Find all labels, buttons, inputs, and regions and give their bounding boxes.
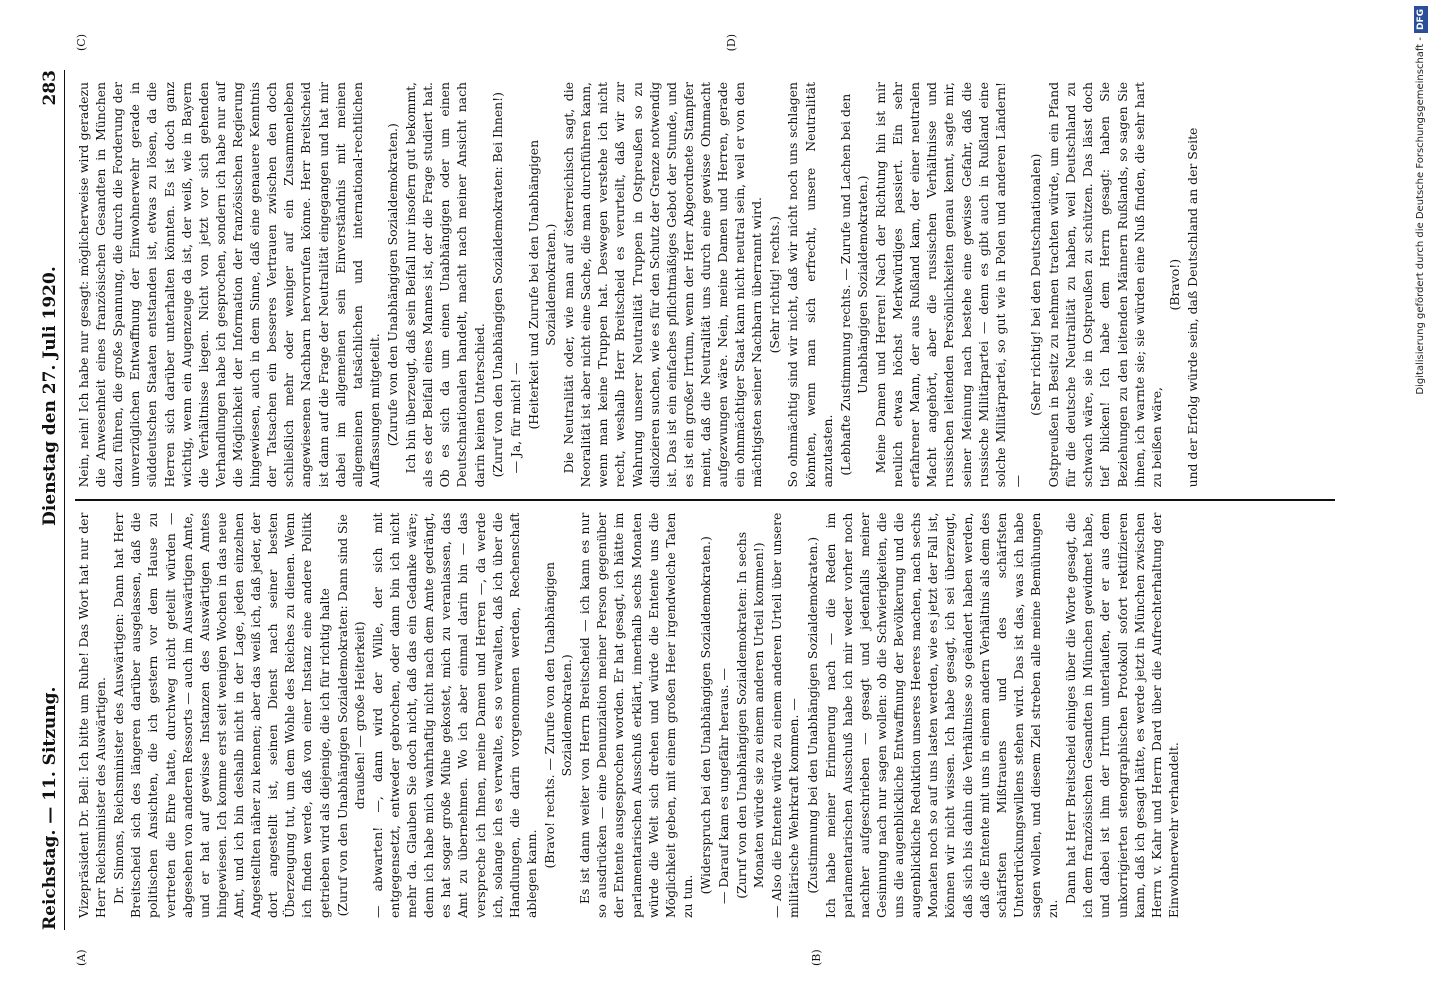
margin-marker-a: (A) — [75, 949, 88, 966]
paragraph: Ich habe meiner Erinnerung nach — die Reden im parlamentarischen Ausschuß habe ich mir weder vorher noch nachher aufgeschrieben — gesagt und jedenfalls meiner Gesinnung nach nur sagen wollen: ob die Schwierigkeiten, die uns die augenblickliche Entwaffnung der Bevölkerung und die augenblickliche Reduktion unseres Heeres machen, nach sechs Monaten noch so auf uns lasten werden, wie es jetzt der Fall ist, können wir nicht wissen. Ich habe gesagt, ich sei überzeugt, daß sich bis dahin die Verhältnisse so geändert haben werden, daß die Entente mit uns in einem andern Verhältnis als dem des schärfsten Mißtrauens und des schärfsten Unterdrückungswillens stehen wird. Das ist das, was ich habe sagen wollen, und diesem Ziel streben alle meine Bemühungen zu. — [822, 512, 1061, 918]
stage-direction: (Heiterkeit und Zurufe bei den Unabhängigen Sozialdemokraten.) — [525, 139, 558, 430]
paragraph: Es ist dann weiter von Herrn Breitscheid — ich kann es nur so ausdrücken — eine Denunziation meiner Person gegenüber der Entente ausgesprochen worden. Er hat gesagt, ich hätte im parlamentarischen Ausschuß erklärt, innerhalb sechs Monaten würde die Welt sich drehen und würde die Entente uns die Möglichkeit geben, mit einem großen Heer irgendwelche Taten zu tun. — [577, 512, 695, 918]
paragraph: Die Neutralität oder, wie man auf österreichisch sagt, die Neoralität ist aber nicht eine Sache, die man durchführen kann, wenn man keine Truppen hat. Deswegen verstehe ich nicht recht, weshalb Herr Breitscheid es verurteilt, daß wir zur Wahrung unserer Neutralität Truppen in Ostpreußen so zu dislozieren suchen, wie es für den Schutz der Grenze notwendig ist. Das ist ein einfaches pflichtmäßiges Gebot der Stunde, und es ist ein großer Irrtum, wenn der Herr Abgeordnete Stampfer meint, daß die Neutralität uns durch eine gewisse Ohnmacht aufgezwungen wäre. Nein, meine Damen und Herren, gerade ein ohnmächtiger Staat kann nicht neutral sein, weil er von den mächtigsten seiner Nachbarn überrannt wird. — [561, 82, 765, 488]
stage-direction: (Zuruf von den Unabhängigen Sozialdemokraten: Bei Ihnen!) — [489, 92, 505, 478]
stage-direction: (Sehr richtig! rechts.) — [767, 216, 783, 354]
stage-direction: (Bravo!) — [1166, 258, 1182, 311]
paragraph: Meine Damen und Herren! Nach der Richtung hin ist mir neulich etwas höchst Merkwürdiges passiert. Ein sehr erfahrener Mann, der aus Rußland kam, der einer neutralen Macht angehört, aber die russischen Verhältnisse und russischen leitenden Persönlichkeiten genau kennt, sagte mir, seiner Meinung nach bestehe eine gewisse Gefahr, daß die russische Militärpartei — denn es gibt auch in Rußland eine solche Militärpartei, so gut wie in Polen und anderen Ländern! — — [873, 82, 1025, 488]
paragraph: Ostpreußen in Besitz zu nehmen trachten würde, um ein Pfand für die deutsche Neutralität zu haben, weil Deutschland zu schwach wäre, sie in Ostpreußen zu schützen. Das lässt doch tief blicken! Ich habe dem Herrn gesagt: haben Sie Beziehungen zu den leitenden Männern Rußlands, so sagen Sie ihnen, ich warnte sie; sie würden eine Nuß finden, die sehr hart zu beißen wäre, — [1046, 82, 1164, 488]
paragraph: — Darauf kam es ungefähr heraus. — — [716, 668, 732, 904]
margin-marker-b: (B) — [810, 949, 823, 966]
paragraph: — Ja, für mich! — — [507, 362, 523, 474]
paragraph: Dann hat Herr Breitscheid einiges über die Worte gesagt, die ich dem französischen Gesandten in München gewidmet habe, und dabei ist ihm der Irrtum unterlaufen, der er aus dem unkorrigierten stenographischen Protokoll sofort rektifizieren kann, daß ich gesagt hätte, es werde jetzt in München zwischen Herrn v. Kahr und Herrn Dard über die Aufrechterhaltung der Einwohnerwehr verhandelt. — [1063, 512, 1181, 918]
stage-direction: (Bravo! rechts. — Zurufe von den Unabhängigen Sozialdemokraten.) — [541, 562, 575, 869]
page-number: 283 — [40, 70, 60, 106]
paragraph: und der Erfolg würde sein, daß Deutschland an der Seite — [1185, 127, 1200, 488]
margin-marker-d: (D) — [725, 34, 738, 52]
header-left: Reichstag. — 11. Sitzung. — [40, 686, 60, 930]
right-column — [75, 70, 1335, 499]
paragraph: — abwarten! —, dann wird der Wille, der sich mit entgegensetzt, entweder gebrochen, oder dann bin ich nicht mehr da. Glauben Sie doch nicht, daß das ein Gedanke wäre; denn ich habe mich wahrhaftig nicht nach dem Amte gedrängt, es hat sogar große Mühe gekostet, mich zu veranlassen, das Amt zu übernehmen. Wo ich aber einmal darin bin — das verspreche ich Ihnen, meine Damen und Herren —, da werde ich, solange ich es verwalte, es so verwalten, daß ich über die Handlungen, die darin vorgenommen werden, Rechenschaft ablegen kann. — [369, 512, 539, 918]
dfg-logo: DFG — [1414, 6, 1428, 33]
stage-direction: (Zuruf von den Unabhängigen Sozialdemokraten: Dann sind Sie draußen! — große Heiterkeit) — [334, 514, 367, 917]
paragraph: — Also die Entente würde zu einem anderen Urteil über unsere militärische Wehrkraft kommen. — — [769, 512, 802, 918]
header-date: Dienstag den 27. Juli 1920. — [40, 266, 60, 526]
stage-direction: (Lebhafte Zustimmung rechts. — Zurufe und Lachen bei den Unabhängigen Sozialdemokraten.) — [837, 93, 870, 476]
text-columns — [75, 34, 1335, 966]
paragraph: Nein, nein! Ich habe nur gesagt: möglicherweise wird geradezu die Anwesenheit eines französischen Gesandten in München dazu führen, die große Spannung, die durch die Forderung der unverzüglichen Entwaffnung der Einwohnerwehr gerade in süddeutschen Staaten entstanden ist, etwas zu lösen, da die Herren sich darüber unterhalten könnten. Es ist doch ganz wichtig, wenn ein Augenzeuge da ist, der weiß, wie in Bayern die Verhältnisse liegen. Nicht von jetzt vor sich gehenden Verhandlungen habe ich gesprochen, sondern ich habe nur auf die Möglichkeit der Information der französischen Regierung hingewiesen, auch in dem Sinne, daß eine genauere Kenntnis der Tatsachen ein besseres Vertrauen zwischen den doch schließlich mehr oder weniger auf ein Zusammenleben angewiesenen Nachbarn hervorrufen könne. Herr Breitscheid ist dann auf die Frage der Neutralität eingegangen und hat mir dabei im allgemeinen sein Einverständnis mit meinen allgemeinen tatsächlichen und international-rechtlichen Auffassungen mitgeteilt. — [76, 82, 382, 488]
stage-direction: (Zuruf von den Unabhängigen Sozialdemokraten: In sechs Monaten würde sie zu einem anderen Urteil kommen!) — [734, 531, 767, 899]
stage-direction: (Zurufe von den Unabhängigen Sozialdemokraten.) — [384, 123, 400, 447]
paragraph: Vizepräsident Dr. Bell: Ich bitte um Ruhe! Das Wort hat nur der Herr Reichsminister des Auswärtigen. — [76, 512, 109, 918]
page-header — [40, 70, 65, 930]
stage-direction: (Zustimmung bei den Unabhängigen Sozialdemokraten.) — [804, 536, 820, 894]
paragraph: So ohnmächtig sind wir nicht, daß wir nicht noch uns schlagen könnten, wenn man sich erfrecht, unsere Neutralität anzutasten. — [785, 82, 835, 488]
margin-marker-c: (C) — [75, 34, 88, 51]
digitization-banner — [1414, 6, 1428, 994]
digitization-note: Digitalisierung gefördert durch die Deutsche Forschungsgemeinschaft - — [1415, 37, 1426, 395]
column-divider — [75, 499, 1335, 500]
paragraph: Dr. Simons, Reichsminister des Auswärtigen: Dann hat Herr Breitscheid sich des längeren darüber ausgelassen, daß die politischen Ansichten, die ich gestern vor dem Hause zu vertreten die Ehre hatte, durchweg nicht geteilt würden — abgesehen von anderen Ressorts — auch im Auswärtigen Amte, und er hat auf gewisse Instanzen des Auswärtigen Amtes hingewiesen. Ich komme erst seit wenigen Wochen in das neue Amt, und ich bin deshalb nicht in der Lage, jeden einzelnen Angestellten näher zu kennen; aber das weiß ich, daß jeder, der dort angestellt ist, seinen Dienst nach seiner besten Überzeugung tut, um dem Wohle des Reiches zu dienen. Wenn ich finden werde, daß von einer Instanz eine andere Politik getrieben wird als diejenige, die ich für richtig halte — [111, 512, 332, 918]
paragraph: Ich bin überzeugt, daß sein Beifall nur insofern gut bekommt, als es der Beifall eines Mannes ist, der die Frage studiert hat. Ob es sich da um einen Unabhängigen oder um einen Deutschnationalen handelt, macht nach meiner Ansicht nach darin keinen Unterschied. — [403, 82, 487, 488]
left-column — [75, 501, 1335, 930]
stage-direction: (Widerspruch bei den Unabhängigen Sozialdemokraten.) — [697, 536, 713, 895]
stage-direction: (Sehr richtig! bei den Deutschnationalen) — [1028, 153, 1044, 416]
